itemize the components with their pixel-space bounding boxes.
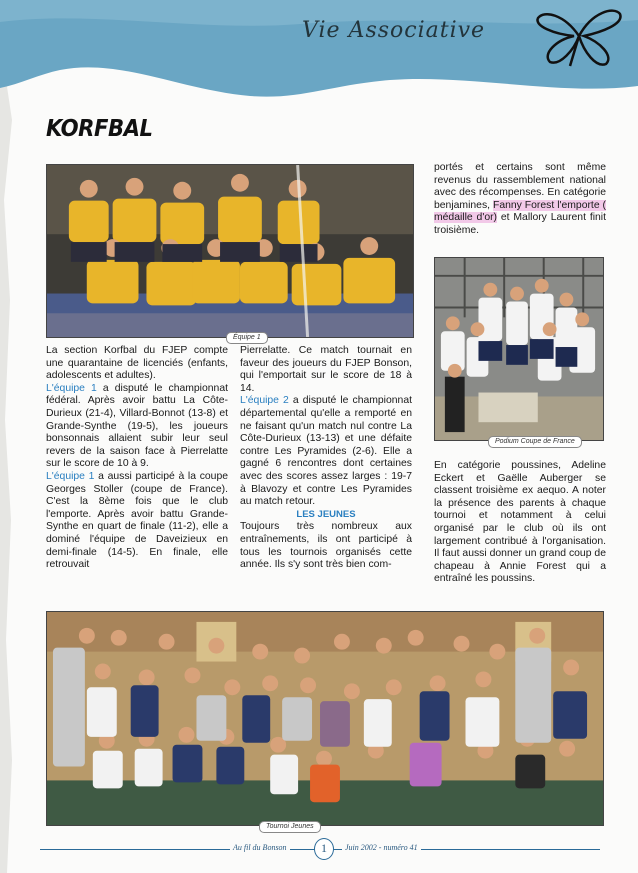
team1-label: L'équipe 1 [46, 382, 97, 394]
paragraph-youth-continued: portés et certains sont même revenus du rassemblement national avec des récompenses. En catégorie benjamines, Fanny Forest l'emporte ( médaille d'or) et Mallory Laurent finit troisième. [434, 162, 607, 236]
section-name: Vie Associative [302, 18, 486, 43]
paragraph-intro: La section Korfbal du FJEP compte une quarantaine de licenciés (enfants, adolescents et adultes). [46, 345, 228, 382]
text-column-2 [240, 345, 412, 572]
paragraph-poussines: En catégorie poussines, Adeline Eckert et Gaëlle Auberger se classent troisième ex aequo. A noter la présence des parents à chaque tournoi et notamment à celui organisé par le club où ils ont largement contribué à l'organisation. Il faut aussi donner un grand coup de chapeau à Annie Forest qui a entraîné les poussins. [434, 460, 606, 585]
page-number: 1 [314, 838, 334, 860]
text-column-3-bottom [434, 460, 606, 586]
page-edge-decoration [0, 0, 18, 873]
photo-podium-caption: Podium Coupe de France [488, 436, 582, 448]
photo-team-1 [46, 164, 414, 338]
text-column-3-top [434, 162, 606, 238]
butterfly-icon [534, 4, 624, 68]
photo-youth-tournament [46, 611, 604, 826]
photo-team-1-caption: Équipe 1 [226, 332, 268, 344]
photo-podium [434, 257, 604, 441]
subheading-youth: LES JEUNES [296, 508, 356, 520]
photo-youth-tournament-caption: Tournoi Jeunes [259, 821, 321, 833]
text-column-1 [46, 345, 228, 572]
article-title: KORFBAL [46, 116, 153, 142]
page-footer [40, 838, 600, 862]
footer-issue: Juin 2002 - numéro 41 [342, 843, 421, 852]
team1-label: L'équipe 1 [46, 470, 95, 482]
highlighted-result: Fanny Forest l'emporte ( médaille d'or) [434, 199, 607, 224]
paragraph-team2: L'équipe 2 a disputé le championnat départemental qu'elle a remporté en ne faisant qu'un match nul contre La Côte-Durieux (13-13) et une défaite contre Les Pyramides (2-6). Elle a gagné 6 rencontres dont certaines avec des scores assez larges : 19-7 à Blavozy et contre Les Pyramides au match retour. [240, 395, 412, 508]
paragraph-youth: Toujours très nombreux aux entraînements, ils ont participé à tous les tournois organisés cette année. Ils s'y sont très bien com- [240, 521, 412, 571]
team2-label: L'équipe 2 [240, 395, 289, 407]
footer-publication: Au fil du Bonson [230, 843, 290, 852]
paragraph-final-result: Pierrelatte. Ce match tournait en faveur des joueurs du FJEP Bonson, qui l'emportait sur le score de 18 à 14. [240, 345, 412, 394]
paragraph-team1-cup: L'équipe 1 a aussi participé à la coupe Georges Stoller (coupe de France). C'est la 8ème fois que le club l'emporte. Après avoir battu Grande-Synthe en quart de finale (11-2), elle a dominé l'équipe de Daveizieux en demi-finale (14-5). En finale, elle retrouvait [46, 470, 228, 571]
paragraph-team1-championship: L'équipe 1 a disputé le championnat fédéral. Après avoir battu La Côte-Durieux (21-4), Villard-Bonnot (13-8) et Grande-Synthe (19-5), les joueurs bonsonnais allaient subir leur seul revers de la saison face à Pierrelatte sur le score de 10 à 9. [46, 382, 228, 470]
